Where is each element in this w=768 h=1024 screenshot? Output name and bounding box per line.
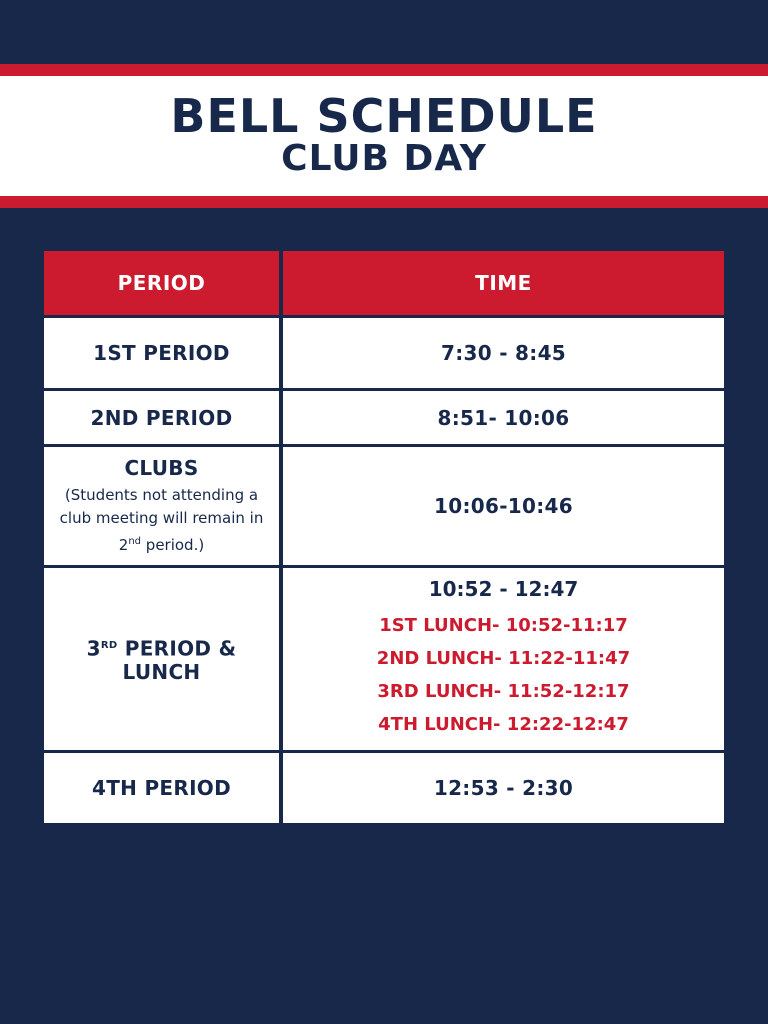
clubs-note-text: (Students not attending a club meeting will remain in 2	[59, 485, 264, 554]
period-3-sup: RD	[100, 639, 118, 651]
period-cell: 4TH PERIOD	[44, 753, 279, 823]
period-cell	[44, 447, 279, 565]
lunch-item: 3RD LUNCH- 11:52-12:17	[377, 681, 630, 702]
lunch-item: 2ND LUNCH- 11:22-11:47	[376, 648, 631, 669]
title-banner	[0, 76, 768, 196]
period-cell: 1ST PERIOD	[44, 318, 279, 388]
period-3-label	[87, 634, 237, 661]
table-row	[44, 753, 724, 823]
lunch-item: 4TH LUNCH- 12:22-12:47	[378, 714, 629, 735]
period-cell	[44, 568, 279, 750]
page-subtitle: CLUB DAY	[281, 138, 487, 179]
header-period: PERIOD	[44, 251, 279, 315]
page-title: BELL SCHEDULE	[170, 89, 598, 143]
clubs-note	[44, 484, 279, 557]
period-3-line2: LUNCH	[122, 660, 201, 685]
clubs-note-sup: nd	[128, 535, 142, 547]
table-row	[44, 391, 724, 444]
table-header-row	[44, 251, 724, 315]
period-cell: 2ND PERIOD	[44, 391, 279, 444]
header-time: TIME	[283, 251, 724, 315]
period-3-time: 10:52 - 12:47	[428, 577, 579, 601]
table-row	[44, 447, 724, 565]
banner-bottom-stripe	[0, 196, 768, 208]
banner-top-stripe	[0, 64, 768, 76]
time-cell: 12:53 - 2:30	[283, 753, 724, 823]
time-cell: 8:51- 10:06	[283, 391, 724, 444]
table-row	[44, 318, 724, 388]
period-3-number: 3	[86, 636, 101, 661]
time-cell: 7:30 - 8:45	[283, 318, 724, 388]
clubs-label: CLUBS	[124, 455, 199, 480]
clubs-note-end: period.)	[141, 535, 205, 554]
time-cell	[283, 568, 724, 750]
lunch-item: 1ST LUNCH- 10:52-11:17	[379, 615, 628, 636]
table-row	[44, 568, 724, 750]
period-3-rest: PERIOD &	[117, 636, 237, 661]
time-cell: 10:06-10:46	[283, 447, 724, 565]
